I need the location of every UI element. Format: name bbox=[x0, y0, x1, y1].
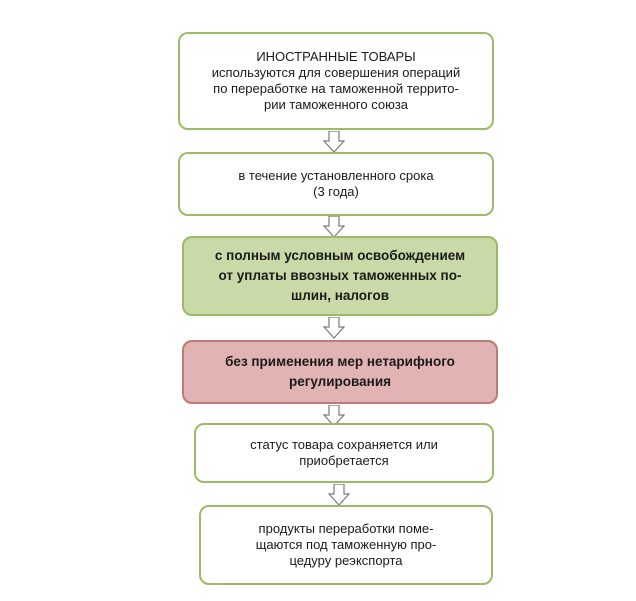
step-1-line-1: ИНОСТРАННЫЕ ТОВАРЫ bbox=[256, 49, 416, 64]
step-1-line-4: рии таможенного союза bbox=[263, 97, 409, 112]
step-box-reexport bbox=[199, 505, 493, 585]
down-arrow-icon bbox=[323, 216, 345, 238]
down-arrow-icon bbox=[323, 131, 345, 153]
step-box-duty-exemption bbox=[182, 236, 498, 316]
step-box-goods-status bbox=[194, 423, 494, 483]
step-5-line-1: статус товара сохраняется или bbox=[250, 437, 438, 452]
step-2-line-1: в течение установленного срока bbox=[238, 168, 434, 183]
step-1-line-2: используются для совершения операций bbox=[211, 65, 461, 80]
step-6-line-2: щаются под таможенную про- bbox=[255, 537, 437, 552]
step-6-line-3: цедуру реэкспорта bbox=[289, 553, 403, 568]
step-box-foreign-goods bbox=[178, 32, 494, 130]
step-4-line-2: регулирования bbox=[288, 374, 392, 389]
step-3-line-1: с полным условным освобождением bbox=[214, 248, 466, 263]
down-arrow-icon bbox=[323, 317, 345, 339]
step-6-line-1: продукты переработки поме- bbox=[258, 521, 434, 536]
step-box-non-tariff bbox=[182, 340, 498, 404]
step-5-line-2: приобретается bbox=[299, 453, 389, 468]
step-4-line-1: без применения мер нетарифного bbox=[225, 354, 455, 369]
step-1-line-3: по переработке на таможенной террито- bbox=[213, 81, 459, 96]
step-3-line-3: шлин, налогов bbox=[290, 288, 390, 303]
down-arrow-icon bbox=[328, 484, 350, 506]
step-3-line-2: от уплаты ввозных таможенных по- bbox=[218, 268, 462, 283]
step-2-line-2: (3 года) bbox=[313, 184, 359, 199]
step-box-term bbox=[178, 152, 494, 216]
